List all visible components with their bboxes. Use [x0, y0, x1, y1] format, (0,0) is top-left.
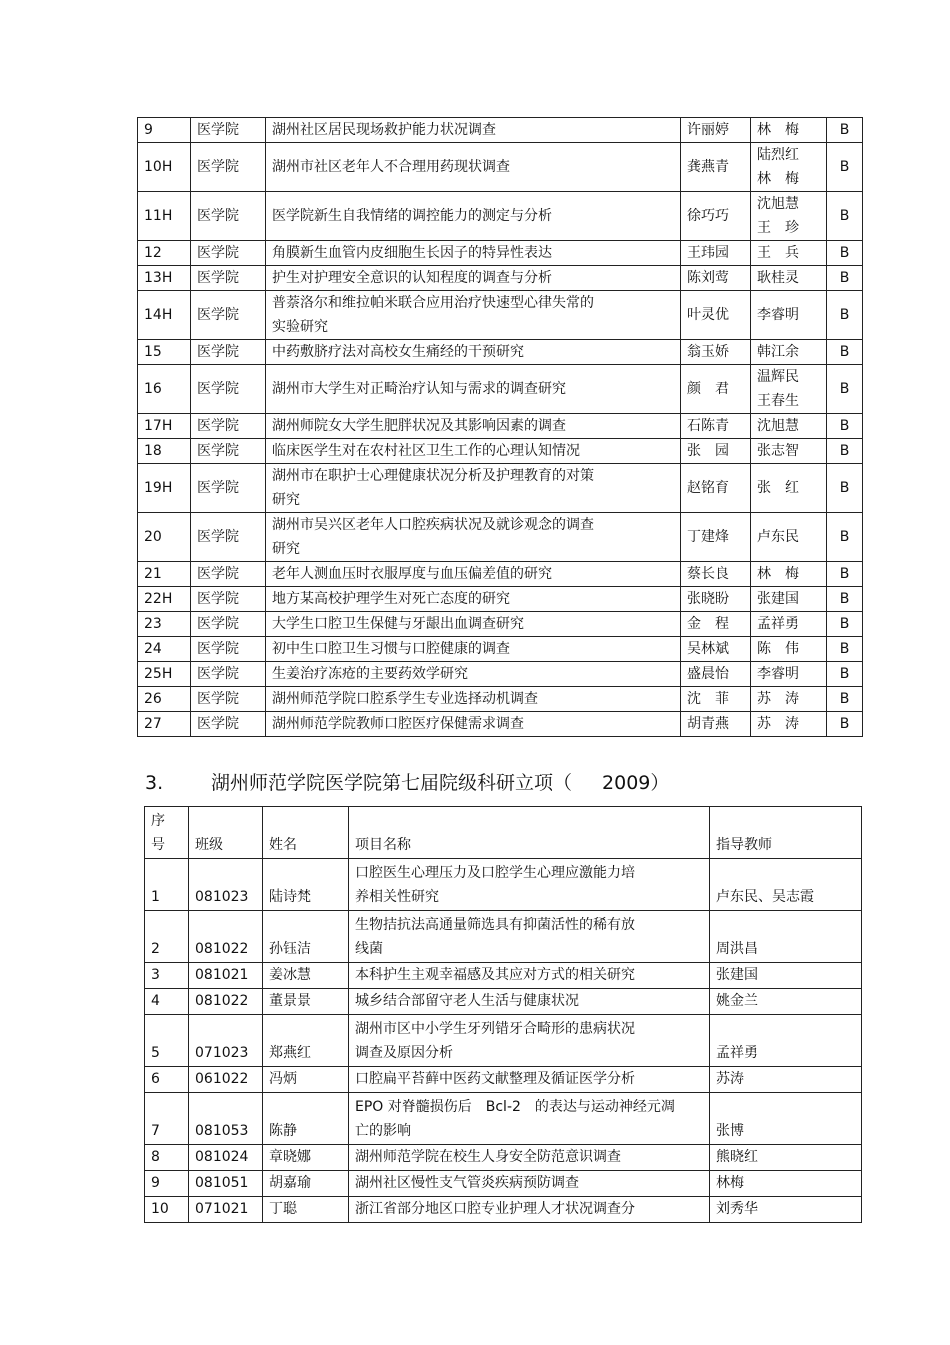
cell-advisor: 陈 伟 — [751, 637, 827, 662]
cell-grade: B — [827, 439, 863, 464]
cell-title: 生姜治疗冻疮的主要药效学研究 — [266, 662, 681, 687]
cell-no: 9 — [145, 1171, 189, 1197]
cell-student: 沈 菲 — [681, 687, 751, 712]
cell-no: 3 — [145, 963, 189, 989]
cell-title: 中药敷脐疗法对高校女生痛经的干预研究 — [266, 340, 681, 365]
cell-project: 口腔医生心理压力及口腔学生心理应激能力培 养相关性研究 — [349, 859, 710, 911]
table-row — [138, 712, 863, 737]
cell-no: 19H — [138, 464, 191, 513]
cell-college: 医学院 — [191, 712, 266, 737]
cell-project: EPO 对脊髓损伤后 Bcl-2 的表达与运动神经元凋 亡的影响 — [349, 1093, 710, 1145]
table-row — [145, 911, 862, 963]
cell-project: 城乡结合部留守老人生活与健康状况 — [349, 989, 710, 1015]
cell-grade: B — [827, 365, 863, 414]
cell-no: 14H — [138, 291, 191, 340]
cell-title: 湖州师院女大学生肥胖状况及其影响因素的调查 — [266, 414, 681, 439]
cell-advisor: 李睿明 — [751, 662, 827, 687]
cell-advisor: 孟祥勇 — [751, 612, 827, 637]
cell-college: 医学院 — [191, 637, 266, 662]
cell-title: 地方某高校护理学生对死亡态度的研究 — [266, 587, 681, 612]
table-row — [138, 637, 863, 662]
cell-advisor: 卢东民、吴志霞 — [710, 859, 862, 911]
cell-advisor: 苏 涛 — [751, 687, 827, 712]
cell-project: 浙江省部分地区口腔专业护理人才状况调查分 — [349, 1197, 710, 1223]
cell-grade: B — [827, 414, 863, 439]
cell-class: 081024 — [189, 1145, 263, 1171]
cell-student: 陈刘莺 — [681, 266, 751, 291]
cell-advisor: 张建国 — [710, 963, 862, 989]
cell-grade: B — [827, 464, 863, 513]
table-row — [138, 414, 863, 439]
cell-grade: B — [827, 637, 863, 662]
cell-college: 医学院 — [191, 464, 266, 513]
table-row — [138, 464, 863, 513]
table-row — [138, 365, 863, 414]
cell-advisor: 卢东民 — [751, 513, 827, 562]
cell-college: 医学院 — [191, 513, 266, 562]
cell-no: 22H — [138, 587, 191, 612]
table-row — [138, 192, 863, 241]
cell-college: 医学院 — [191, 365, 266, 414]
table-row — [138, 291, 863, 340]
cell-title: 护生对护理安全意识的认知程度的调查与分析 — [266, 266, 681, 291]
table-row — [145, 963, 862, 989]
cell-student: 王玮园 — [681, 241, 751, 266]
cell-no: 6 — [145, 1067, 189, 1093]
table-row — [138, 143, 863, 192]
cell-college: 医学院 — [191, 241, 266, 266]
cell-title: 大学生口腔卫生保健与牙龈出血调查研究 — [266, 612, 681, 637]
project-table-body — [138, 118, 863, 737]
cell-no: 20 — [138, 513, 191, 562]
cell-student: 胡青燕 — [681, 712, 751, 737]
cell-class: 081053 — [189, 1093, 263, 1145]
cell-no: 23 — [138, 612, 191, 637]
cell-no: 7 — [145, 1093, 189, 1145]
cell-advisor: 张建国 — [751, 587, 827, 612]
header-advisor: 指导教师 — [710, 807, 862, 859]
cell-title: 湖州市吴兴区老年人口腔疾病状况及就诊观念的调查 研究 — [266, 513, 681, 562]
table-row — [138, 241, 863, 266]
cell-title: 医学院新生自我情绪的调控能力的测定与分析 — [266, 192, 681, 241]
cell-advisor: 沈旭慧 — [751, 414, 827, 439]
cell-college: 医学院 — [191, 662, 266, 687]
cell-advisor: 林 梅 — [751, 118, 827, 143]
header-class: 班级 — [189, 807, 263, 859]
section-heading — [145, 768, 669, 795]
cell-student: 叶灵优 — [681, 291, 751, 340]
table-row — [138, 340, 863, 365]
cell-grade: B — [827, 266, 863, 291]
cell-class: 061022 — [189, 1067, 263, 1093]
research-project-table — [144, 806, 862, 1223]
cell-college: 医学院 — [191, 562, 266, 587]
cell-no: 26 — [138, 687, 191, 712]
cell-no: 5 — [145, 1015, 189, 1067]
cell-class: 081022 — [189, 989, 263, 1015]
section-number: 3. — [145, 772, 164, 794]
cell-no: 8 — [145, 1145, 189, 1171]
cell-college: 医学院 — [191, 192, 266, 241]
table-row — [145, 1197, 862, 1223]
cell-advisor: 陆烈红 林 梅 — [751, 143, 827, 192]
cell-college: 医学院 — [191, 687, 266, 712]
cell-title: 普萘洛尔和维拉帕米联合应用治疗快速型心律失常的 实验研究 — [266, 291, 681, 340]
cell-college: 医学院 — [191, 143, 266, 192]
cell-title: 湖州市在职护士心理健康状况分析及护理教育的对策 研究 — [266, 464, 681, 513]
header-name: 姓名 — [263, 807, 349, 859]
cell-class: 081051 — [189, 1171, 263, 1197]
table-row — [138, 687, 863, 712]
cell-title: 湖州市社区老年人不合理用药现状调查 — [266, 143, 681, 192]
cell-advisor: 王 兵 — [751, 241, 827, 266]
cell-college: 医学院 — [191, 340, 266, 365]
cell-grade: B — [827, 562, 863, 587]
cell-no: 9 — [138, 118, 191, 143]
cell-class: 081023 — [189, 859, 263, 911]
cell-title: 老年人测血压时衣服厚度与血压偏差值的研究 — [266, 562, 681, 587]
cell-college: 医学院 — [191, 118, 266, 143]
cell-student: 吴林斌 — [681, 637, 751, 662]
table-header-row — [145, 807, 862, 859]
cell-name: 董景景 — [263, 989, 349, 1015]
cell-student: 张晓盼 — [681, 587, 751, 612]
table-row — [145, 1067, 862, 1093]
cell-no: 21 — [138, 562, 191, 587]
cell-advisor: 韩江余 — [751, 340, 827, 365]
cell-class: 071021 — [189, 1197, 263, 1223]
header-no: 序 号 — [145, 807, 189, 859]
cell-title: 初中生口腔卫生习惯与口腔健康的调查 — [266, 637, 681, 662]
cell-advisor: 张志智 — [751, 439, 827, 464]
cell-name: 陆诗梵 — [263, 859, 349, 911]
cell-student: 赵铭育 — [681, 464, 751, 513]
cell-title: 湖州社区居民现场救护能力状况调查 — [266, 118, 681, 143]
cell-project: 湖州师范学院在校生人身安全防范意识调查 — [349, 1145, 710, 1171]
cell-name: 章晓娜 — [263, 1145, 349, 1171]
cell-title: 湖州师范学院口腔系学生专业选择动机调查 — [266, 687, 681, 712]
cell-student: 张 园 — [681, 439, 751, 464]
cell-no: 12 — [138, 241, 191, 266]
cell-no: 13H — [138, 266, 191, 291]
cell-name: 郑燕红 — [263, 1015, 349, 1067]
table-row — [145, 989, 862, 1015]
cell-class: 081022 — [189, 911, 263, 963]
cell-student: 盛晨怡 — [681, 662, 751, 687]
cell-no: 11H — [138, 192, 191, 241]
cell-advisor: 孟祥勇 — [710, 1015, 862, 1067]
table-row — [138, 662, 863, 687]
cell-grade: B — [827, 340, 863, 365]
cell-advisor: 姚金兰 — [710, 989, 862, 1015]
table-row — [145, 1145, 862, 1171]
cell-student: 石陈青 — [681, 414, 751, 439]
cell-grade: B — [827, 587, 863, 612]
cell-advisor: 李睿明 — [751, 291, 827, 340]
cell-grade: B — [827, 118, 863, 143]
cell-advisor: 周洪昌 — [710, 911, 862, 963]
cell-name: 丁聪 — [263, 1197, 349, 1223]
cell-no: 2 — [145, 911, 189, 963]
cell-advisor: 苏 涛 — [751, 712, 827, 737]
cell-grade: B — [827, 612, 863, 637]
cell-student: 徐巧巧 — [681, 192, 751, 241]
cell-advisor: 温辉民 王春生 — [751, 365, 827, 414]
cell-no: 24 — [138, 637, 191, 662]
cell-advisor: 熊晓红 — [710, 1145, 862, 1171]
cell-grade: B — [827, 687, 863, 712]
cell-college: 医学院 — [191, 587, 266, 612]
table-row — [145, 1015, 862, 1067]
cell-student: 颜 君 — [681, 365, 751, 414]
table-row — [138, 439, 863, 464]
cell-grade: B — [827, 513, 863, 562]
cell-advisor: 苏涛 — [710, 1067, 862, 1093]
cell-student: 蔡长良 — [681, 562, 751, 587]
cell-grade: B — [827, 662, 863, 687]
cell-college: 医学院 — [191, 414, 266, 439]
cell-grade: B — [827, 241, 863, 266]
cell-advisor: 耿桂灵 — [751, 266, 827, 291]
cell-no: 16 — [138, 365, 191, 414]
cell-project: 生物拮抗法高通量筛选具有抑菌活性的稀有放 线菌 — [349, 911, 710, 963]
cell-grade: B — [827, 143, 863, 192]
research-project-table-body — [145, 807, 862, 1223]
cell-name: 冯炳 — [263, 1067, 349, 1093]
cell-advisor: 刘秀华 — [710, 1197, 862, 1223]
cell-no: 25H — [138, 662, 191, 687]
cell-advisor: 林梅 — [710, 1171, 862, 1197]
table-row — [138, 118, 863, 143]
cell-title: 湖州师范学院教师口腔医疗保健需求调查 — [266, 712, 681, 737]
cell-student: 许丽婷 — [681, 118, 751, 143]
table-row — [138, 266, 863, 291]
table-row — [138, 587, 863, 612]
cell-title: 临床医学生对在农村社区卫生工作的心理认知情况 — [266, 439, 681, 464]
table-row — [138, 612, 863, 637]
cell-college: 医学院 — [191, 439, 266, 464]
cell-project: 湖州社区慢性支气管炎疾病预防调查 — [349, 1171, 710, 1197]
cell-student: 丁建烽 — [681, 513, 751, 562]
table-row — [145, 1093, 862, 1145]
project-table-continued — [137, 117, 863, 737]
cell-college: 医学院 — [191, 266, 266, 291]
cell-no: 1 — [145, 859, 189, 911]
cell-name: 姜冰慧 — [263, 963, 349, 989]
cell-student: 翁玉娇 — [681, 340, 751, 365]
section-title: 湖州师范学院医学院第七届院级科研立项（ — [211, 772, 573, 794]
cell-student: 龚燕青 — [681, 143, 751, 192]
cell-no: 4 — [145, 989, 189, 1015]
cell-no: 10H — [138, 143, 191, 192]
cell-advisor: 张博 — [710, 1093, 862, 1145]
table-row — [138, 562, 863, 587]
cell-college: 医学院 — [191, 291, 266, 340]
section-year: 2009） — [602, 772, 670, 794]
cell-grade: B — [827, 291, 863, 340]
cell-no: 10 — [145, 1197, 189, 1223]
header-project: 项目名称 — [349, 807, 710, 859]
cell-title: 湖州市大学生对正畸治疗认知与需求的调查研究 — [266, 365, 681, 414]
cell-project: 口腔扁平苔藓中医药文献整理及循证医学分析 — [349, 1067, 710, 1093]
cell-advisor: 张 红 — [751, 464, 827, 513]
table-row — [145, 1171, 862, 1197]
cell-class: 081021 — [189, 963, 263, 989]
cell-no: 27 — [138, 712, 191, 737]
cell-student: 金 程 — [681, 612, 751, 637]
cell-no: 15 — [138, 340, 191, 365]
cell-class: 071023 — [189, 1015, 263, 1067]
cell-grade: B — [827, 192, 863, 241]
table-row — [145, 859, 862, 911]
cell-project: 湖州市区中小学生牙列错牙合畸形的患病状况 调查及原因分析 — [349, 1015, 710, 1067]
cell-college: 医学院 — [191, 612, 266, 637]
cell-title: 角膜新生血管内皮细胞生长因子的特异性表达 — [266, 241, 681, 266]
cell-name: 孙钰洁 — [263, 911, 349, 963]
cell-advisor: 林 梅 — [751, 562, 827, 587]
cell-project: 本科护生主观幸福感及其应对方式的相关研究 — [349, 963, 710, 989]
cell-name: 胡嘉瑜 — [263, 1171, 349, 1197]
cell-grade: B — [827, 712, 863, 737]
cell-no: 17H — [138, 414, 191, 439]
cell-advisor: 沈旭慧 王 珍 — [751, 192, 827, 241]
cell-no: 18 — [138, 439, 191, 464]
table-row — [138, 513, 863, 562]
cell-name: 陈静 — [263, 1093, 349, 1145]
